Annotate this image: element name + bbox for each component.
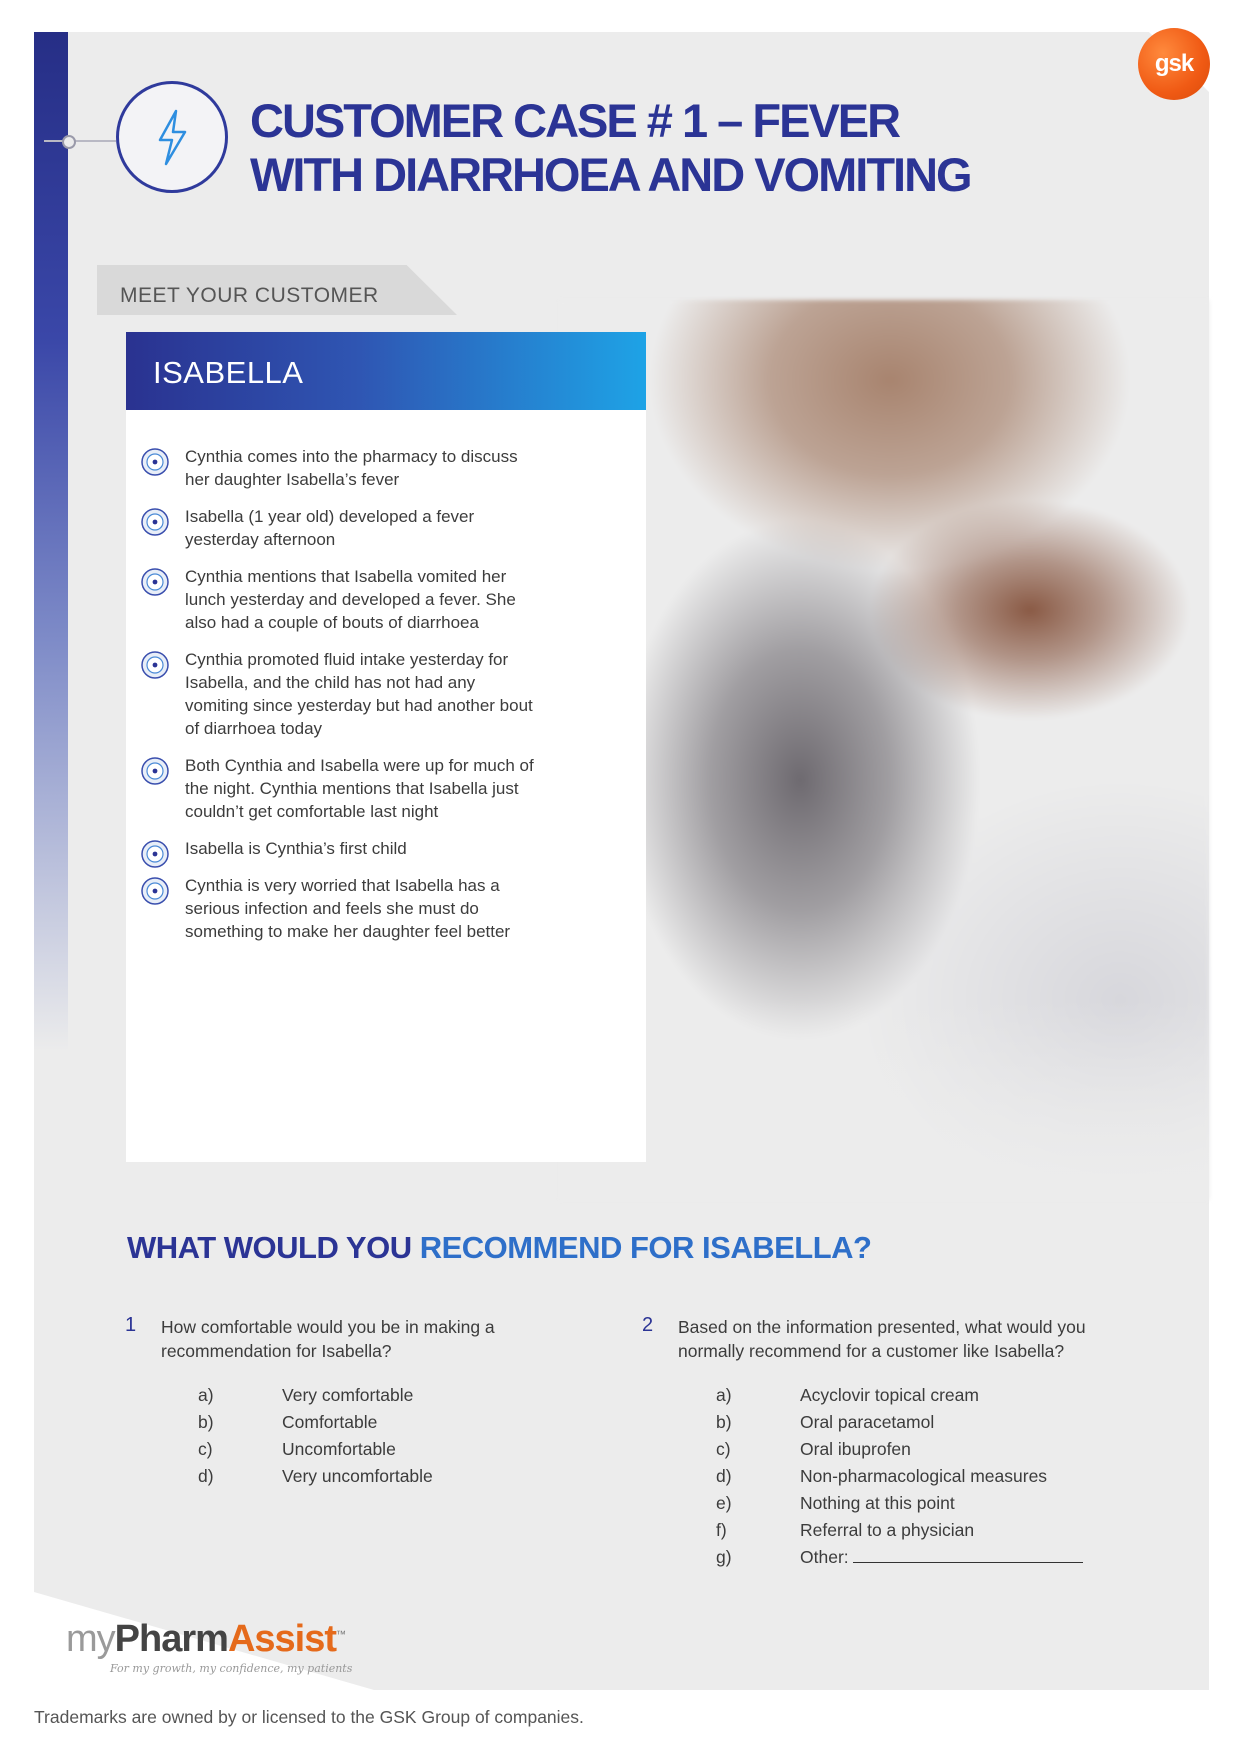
customer-fact-item bbox=[140, 874, 610, 943]
gsk-logo-text: gsk bbox=[1154, 50, 1194, 77]
option-text: Very comfortable bbox=[282, 1385, 414, 1405]
answer-option[interactable] bbox=[716, 1544, 1083, 1571]
other-answer-blank[interactable] bbox=[853, 1547, 1083, 1563]
lightning-bolt-icon bbox=[116, 81, 228, 193]
option-letter: g) bbox=[716, 1547, 732, 1567]
questions-heading-part-1: WHAT WOULD YOU bbox=[127, 1230, 420, 1265]
customer-fact-line: her daughter Isabella’s fever bbox=[185, 470, 400, 489]
option-letter: d) bbox=[716, 1466, 732, 1486]
target-circle-icon bbox=[140, 650, 170, 680]
option-text: Other: bbox=[800, 1547, 849, 1567]
option-letter: f) bbox=[716, 1520, 727, 1540]
photo-fade bbox=[560, 1000, 1209, 1200]
customer-name: ISABELLA bbox=[153, 355, 304, 390]
brand-pharm: Pharm bbox=[114, 1618, 228, 1660]
title-connector-line bbox=[44, 140, 116, 142]
question-1-text-line-1: How comfortable would you be in making a bbox=[161, 1317, 495, 1337]
customer-facts-list bbox=[140, 445, 610, 943]
customer-fact-line: yesterday afternoon bbox=[185, 530, 336, 549]
answer-option[interactable] bbox=[198, 1382, 433, 1409]
answer-option[interactable] bbox=[716, 1517, 1083, 1544]
question-1-text-line-2: recommendation for Isabella? bbox=[161, 1341, 392, 1361]
brand-my: my bbox=[66, 1618, 115, 1660]
customer-fact-line: something to make her daughter feel better bbox=[185, 922, 511, 941]
question-1-text bbox=[161, 1315, 495, 1363]
option-text: Very uncomfortable bbox=[282, 1466, 433, 1486]
customer-fact-line: Cynthia mentions that Isabella vomited her bbox=[185, 567, 507, 586]
option-letter: e) bbox=[716, 1493, 732, 1513]
target-circle-icon bbox=[140, 507, 170, 537]
option-text: Referral to a physician bbox=[800, 1520, 975, 1540]
left-accent-stripe bbox=[34, 32, 68, 1052]
answer-option[interactable] bbox=[716, 1436, 1083, 1463]
option-letter: a) bbox=[198, 1385, 214, 1405]
answer-option[interactable] bbox=[716, 1409, 1083, 1436]
option-text: Uncomfortable bbox=[282, 1439, 396, 1459]
title-line-2: WITH DIARRHOEA AND VOMITING bbox=[250, 148, 971, 201]
customer-fact-line: couldn’t get comfortable last night bbox=[185, 802, 439, 821]
question-2-text-line-1: Based on the information presented, what would you bbox=[678, 1317, 1086, 1337]
answer-option[interactable] bbox=[716, 1382, 1083, 1409]
option-text: Non-pharmacological measures bbox=[800, 1466, 1048, 1486]
customer-fact-item bbox=[140, 505, 610, 551]
customer-fact-line: lunch yesterday and developed a fever. She bbox=[185, 590, 516, 609]
question-2-number: 2 bbox=[642, 1314, 654, 1336]
answer-option[interactable] bbox=[716, 1490, 1083, 1517]
question-1-number: 1 bbox=[125, 1314, 137, 1336]
target-circle-icon bbox=[140, 567, 170, 597]
brand-tm: ™ bbox=[336, 1629, 345, 1641]
customer-fact-line: Cynthia is very worried that Isabella has a bbox=[185, 876, 500, 895]
title-line-1: CUSTOMER CASE # 1 – FEVER bbox=[250, 94, 900, 147]
customer-fact-item bbox=[140, 565, 610, 634]
customer-fact-line: Isabella (1 year old) developed a fever bbox=[185, 507, 475, 526]
target-circle-icon bbox=[140, 756, 170, 786]
answer-option[interactable] bbox=[198, 1436, 433, 1463]
option-text: Oral paracetamol bbox=[800, 1412, 935, 1432]
target-circle-icon bbox=[140, 839, 170, 869]
customer-fact-line: of diarrhoea today bbox=[185, 719, 323, 738]
customer-fact-item bbox=[140, 445, 610, 491]
title-connector-dot bbox=[62, 135, 76, 149]
questions-heading bbox=[127, 1230, 871, 1266]
target-circle-icon bbox=[140, 447, 170, 477]
answer-option[interactable] bbox=[716, 1463, 1083, 1490]
option-text: Nothing at this point bbox=[800, 1493, 955, 1513]
question-2-options bbox=[716, 1382, 1083, 1571]
customer-fact-line: serious infection and feels she must do bbox=[185, 899, 479, 918]
gsk-logo bbox=[1138, 28, 1210, 100]
option-text: Acyclovir topical cream bbox=[800, 1385, 979, 1405]
option-letter: b) bbox=[716, 1412, 732, 1432]
customer-fact-line: Isabella, and the child has not had any bbox=[185, 673, 476, 692]
answer-option[interactable] bbox=[198, 1463, 433, 1490]
option-letter: a) bbox=[716, 1385, 732, 1405]
page-title bbox=[250, 94, 971, 202]
customer-fact-item bbox=[140, 648, 610, 740]
question-1-options bbox=[198, 1382, 433, 1490]
answer-option[interactable] bbox=[198, 1409, 433, 1436]
mypharmassist-logo bbox=[66, 1618, 345, 1661]
customer-fact-line: also had a couple of bouts of diarrhoea bbox=[185, 613, 479, 632]
customer-fact-line: Cynthia comes into the pharmacy to discuss bbox=[185, 447, 518, 466]
question-2-text-line-2: normally recommend for a customer like Isabella? bbox=[678, 1341, 1065, 1361]
brand-tagline: For my growth, my confidence, my patients bbox=[110, 1662, 353, 1675]
meet-customer-label: MEET YOUR CUSTOMER bbox=[120, 284, 379, 307]
brand-assist: Assist bbox=[227, 1618, 336, 1660]
option-letter: d) bbox=[198, 1466, 214, 1486]
questions-heading-part-2: RECOMMEND FOR ISABELLA? bbox=[419, 1230, 872, 1265]
customer-fact-item bbox=[140, 837, 610, 860]
customer-fact-line: the night. Cynthia mentions that Isabella just bbox=[185, 779, 519, 798]
trademark-notice: Trademarks are owned by or licensed to the GSK Group of companies. bbox=[34, 1707, 584, 1727]
customer-fact-item bbox=[140, 754, 610, 823]
option-letter: c) bbox=[198, 1439, 213, 1459]
option-letter: b) bbox=[198, 1412, 214, 1432]
customer-fact-line: Both Cynthia and Isabella were up for much of bbox=[185, 756, 534, 775]
target-circle-icon bbox=[140, 876, 170, 906]
option-letter: c) bbox=[716, 1439, 731, 1459]
customer-fact-line: vomiting since yesterday but had another bout bbox=[185, 696, 533, 715]
option-text: Oral ibuprofen bbox=[800, 1439, 911, 1459]
option-text: Comfortable bbox=[282, 1412, 378, 1432]
customer-fact-line: Cynthia promoted fluid intake yesterday for bbox=[185, 650, 509, 669]
customer-fact-line: Isabella is Cynthia’s first child bbox=[185, 839, 407, 858]
question-2-text bbox=[678, 1315, 1086, 1363]
